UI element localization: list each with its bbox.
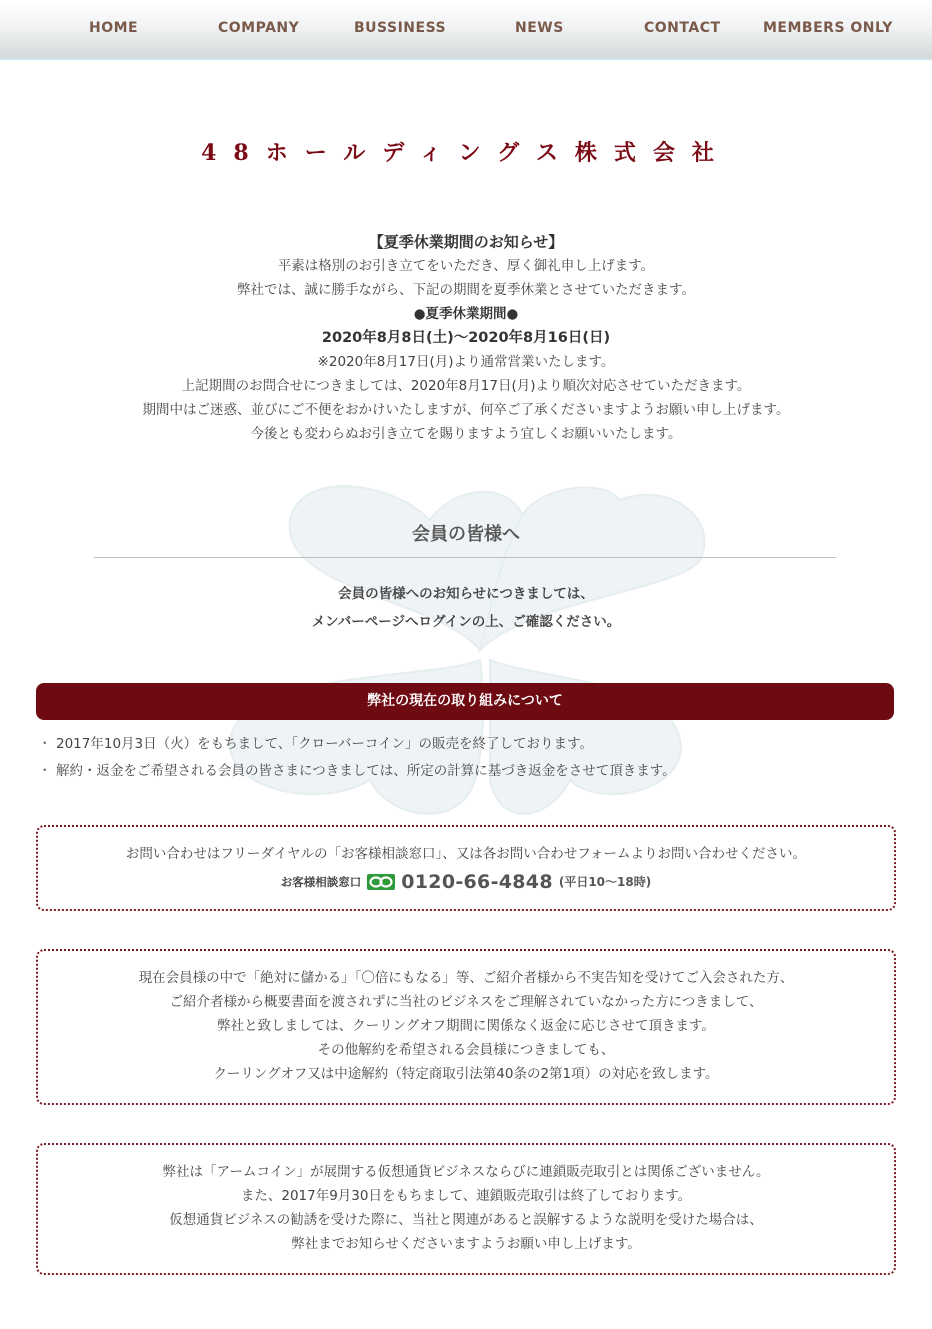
nav-business[interactable]: BUSSINESS — [354, 20, 447, 36]
notice-period: 2020年8月8日(土)～2020年8月16日(日) — [321, 330, 611, 346]
refund-line: 現在会員様の中で「絶対に儲かる」「〇倍にもなる」等、ご紹介者様から不実告知を受けてご入会された方、 — [138, 970, 794, 986]
bullet: ・ — [38, 763, 52, 779]
notice-line: 弊社では、誠に勝手ながら、下記の期間を夏季休業とさせていただきます。 — [237, 282, 695, 298]
notice-line: 平素は格別のお引き立てをいただき、厚く御礼申し上げます。 — [277, 258, 655, 274]
armcoin-line: 仮想通貨ビジネスの勧誘を受けた際に、当社と関連があると誤解するような説明を受けた場合は、 — [169, 1212, 763, 1228]
members-divider — [94, 557, 836, 558]
list-item-text: 解約・返金をご希望される会員の皆さまにつきましては、所定の計算に基づき返金をさせて頂きます。 — [56, 763, 676, 779]
contact-text: お問い合わせはフリーダイヤルの「お客様相談窓口」、又は各お問い合わせフォームよりお問い合わせください。 — [125, 846, 807, 862]
phone-hours: (平日10～18時) — [558, 875, 652, 889]
refund-line: その他解約を希望される会員様につきましても、 — [317, 1042, 615, 1058]
company-title: 48ホールディングス株式会社 — [201, 140, 731, 166]
members-message — [0, 580, 932, 636]
notice-period-label: ●夏季休業期間● — [413, 306, 519, 322]
armcoin-notice-box — [36, 1143, 896, 1275]
nav-news[interactable]: NEWS — [515, 20, 564, 36]
members-heading: 会員の皆様へ — [412, 524, 520, 545]
notice-line: ※2020年8月17日(月)より通常営業いたします。 — [317, 354, 615, 370]
bullet: ・ — [38, 736, 52, 752]
nav-home[interactable]: HOME — [89, 20, 139, 36]
nav-company[interactable]: COMPANY — [218, 20, 300, 36]
notice-heading: 【夏季休業期間のお知らせ】 — [368, 233, 564, 251]
refund-notice-box — [36, 949, 896, 1105]
holiday-notice — [0, 230, 932, 446]
nav-contact[interactable]: CONTACT — [644, 20, 721, 36]
freedial-icon — [367, 874, 395, 890]
armcoin-line: また、2017年9月30日をもちまして、連鎖販売取引は終了しております。 — [240, 1188, 692, 1204]
initiative-list — [36, 731, 894, 785]
armcoin-line: 弊社までお知らせくださいますようお願い申し上げます。 — [291, 1236, 641, 1252]
top-navigation — [0, 0, 932, 60]
notice-line: 期間中はご迷惑、並びにご不便をおかけいたしますが、何卒ご了承くださいますようお願い申し上げます。 — [142, 402, 790, 418]
members-line: メンバーページへログインの上、ご確認ください。 — [311, 614, 621, 630]
list-item — [36, 758, 894, 785]
notice-line: 上記期間のお問合せにつきましては、2020年8月17日(月)より順次対応させていただきます。 — [181, 378, 751, 394]
refund-line: ご紹介者様から概要書面を渡されずに当社のビジネスをご理解されていなかった方につきまして、 — [169, 994, 763, 1010]
members-line: 会員の皆様へのお知らせにつきましては、 — [338, 586, 594, 602]
refund-line: 弊社と致しましては、クーリングオフ期間に関係なく返金に応じさせて頂きます。 — [217, 1018, 715, 1034]
phone-line — [38, 870, 894, 894]
phone-number[interactable]: 0120-66-4848 — [401, 871, 553, 893]
list-item — [36, 731, 894, 758]
nav-members-only[interactable]: MEMBERS ONLY — [763, 20, 893, 36]
initiative-heading: 弊社の現在の取り組みについて — [36, 683, 894, 720]
notice-line: 今後とも変わらぬお引き立てを賜りますよう宜しくお願いいたします。 — [250, 426, 682, 442]
phone-label: お客様相談窓口 — [280, 875, 362, 889]
list-item-text: 2017年10月3日（火）をもちまして、「クローバーコイン」の販売を終了しております。 — [56, 736, 593, 752]
contact-box — [36, 825, 896, 911]
refund-line: クーリングオフ又は中途解約（特定商取引法第40条の2第1項）の対応を致します。 — [213, 1066, 719, 1082]
armcoin-line: 弊社は「アームコイン」が展開する仮想通貨ビジネスならびに連鎖販売取引とは関係ございません。 — [162, 1164, 770, 1180]
